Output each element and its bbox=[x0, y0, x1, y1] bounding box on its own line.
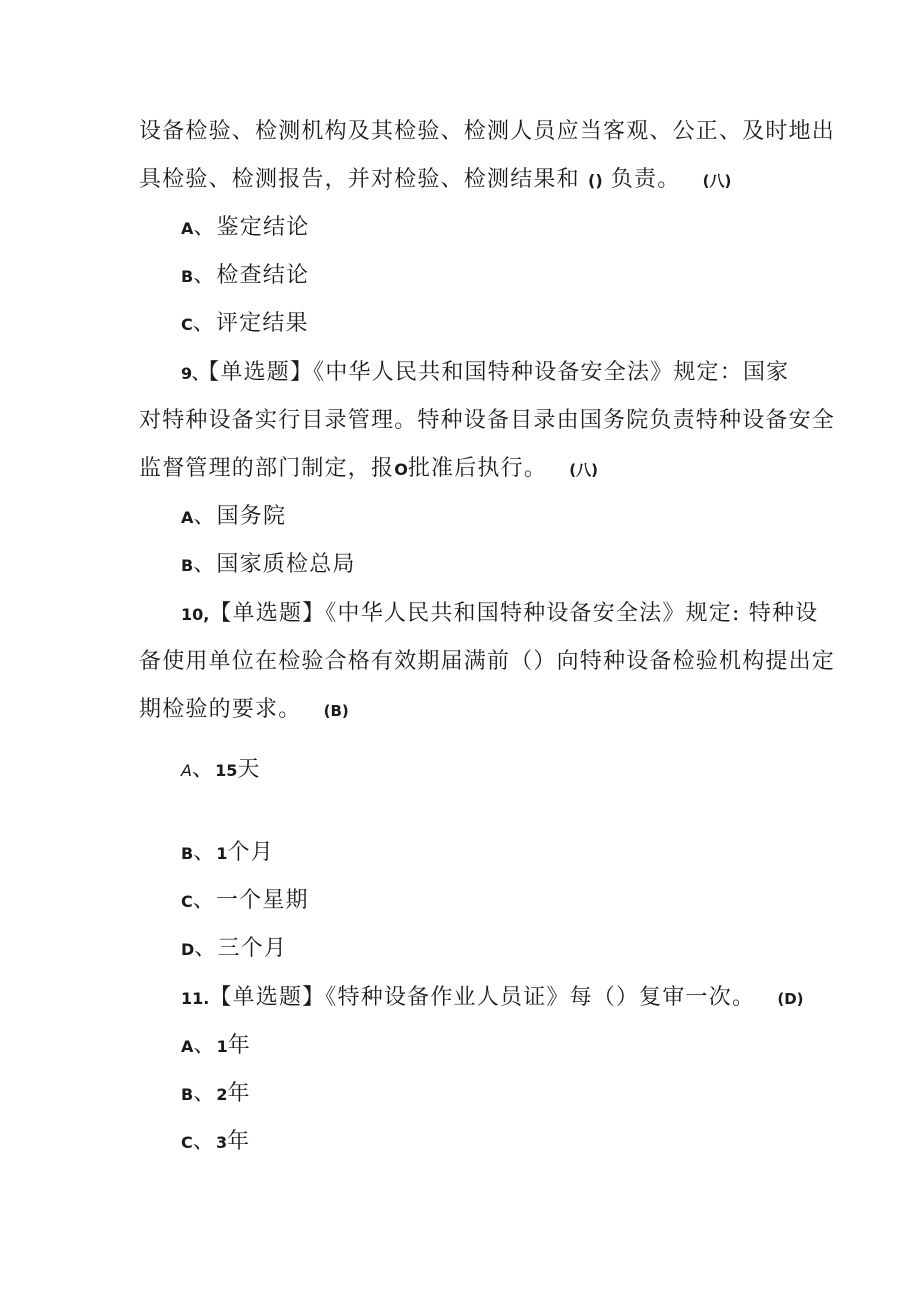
q8-text-1: 设备检验、检测机构及其检验、检测人员应当客观、公正、及时地出 bbox=[139, 119, 836, 144]
q8-option-c bbox=[181, 309, 309, 340]
q8-line-2 bbox=[139, 165, 731, 196]
q9-blank-o: O bbox=[394, 460, 408, 479]
option-text: 、一个星期 bbox=[192, 888, 309, 913]
q10-text-3: 期检验的要求。 bbox=[139, 697, 302, 722]
option-text: 、鉴定结论 bbox=[193, 215, 310, 240]
option-text: 、评定结果 bbox=[192, 311, 309, 336]
q9-line-1 bbox=[181, 358, 789, 389]
option-label: B bbox=[181, 1085, 194, 1104]
q11-option-a: A、1年 bbox=[181, 1033, 251, 1058]
option-label: A bbox=[181, 761, 192, 780]
q9-text-3: 监督管理的部门制定，报 bbox=[139, 456, 395, 481]
q11-number: 11. bbox=[181, 989, 210, 1008]
q10-option-b: B、1个月 bbox=[181, 840, 274, 865]
option-text: 、国务院 bbox=[193, 504, 287, 529]
q10-option-a: A、15天 bbox=[181, 757, 261, 782]
q10-line-3 bbox=[139, 695, 349, 726]
q8-line-1 bbox=[139, 117, 835, 147]
q10-option-d bbox=[181, 934, 287, 965]
option-text: 、国家质检总局 bbox=[193, 552, 356, 577]
q8-text-2: 具检验、检测报告，并对检验、检测结果和 bbox=[139, 167, 580, 192]
option-label: A bbox=[181, 508, 194, 527]
q9-line-3 bbox=[139, 454, 598, 485]
q8-blank-paren: () bbox=[588, 171, 603, 190]
q8-option-a bbox=[181, 213, 309, 244]
q9-option-a bbox=[181, 502, 286, 533]
option-label: C bbox=[181, 892, 193, 911]
q10-text-1: 【单选题】《中华人民共和国特种设备安全法》规定: 特种设 bbox=[209, 601, 819, 626]
option-label: A bbox=[181, 1037, 194, 1056]
q10-option-c bbox=[181, 886, 309, 917]
q10-text-2: 备使用单位在检验合格有效期届满前（）向特种设备检验机构提出定 bbox=[139, 649, 836, 674]
q11-answer: (D) bbox=[777, 990, 804, 1008]
option-text: 年 bbox=[227, 1129, 251, 1154]
q9-number: 9、 bbox=[181, 364, 209, 383]
option-text: 天 bbox=[237, 757, 261, 782]
option-label: A bbox=[181, 219, 194, 238]
option-label: C bbox=[181, 1133, 193, 1152]
q10-answer: (B) bbox=[323, 702, 349, 720]
q9-text-2: 对特种设备实行目录管理。特种设备目录由国务院负责特种设备安全 bbox=[139, 408, 836, 433]
option-text: 年 bbox=[227, 1081, 251, 1106]
option-label: D bbox=[181, 940, 195, 959]
option-label: B bbox=[181, 556, 194, 575]
option-text: 年 bbox=[227, 1033, 251, 1058]
option-number: 15 bbox=[215, 761, 238, 780]
q9-line-2 bbox=[139, 406, 835, 436]
q11-option-b: B、2年 bbox=[181, 1081, 251, 1106]
q9-answer: (八) bbox=[569, 461, 598, 479]
option-label: B bbox=[181, 267, 194, 286]
option-label: C bbox=[181, 315, 193, 334]
q11-text-1: 【单选题】《特种设备作业人员证》每（）复审一次。 bbox=[209, 985, 756, 1010]
option-text: 个月 bbox=[227, 840, 274, 865]
q10-line-2 bbox=[139, 647, 835, 677]
option-number: 1 bbox=[216, 1037, 228, 1056]
q8-option-b bbox=[181, 261, 309, 292]
option-text: 、检查结论 bbox=[193, 263, 310, 288]
q10-line-1 bbox=[181, 599, 818, 630]
q9-option-b bbox=[181, 550, 356, 581]
q9-text-1: 【单选题】《中华人民共和国特种设备安全法》规定：国家 bbox=[208, 360, 790, 385]
option-number: 1 bbox=[216, 844, 228, 863]
option-number: 2 bbox=[216, 1085, 228, 1104]
q8-answer: (八) bbox=[702, 172, 732, 190]
option-number: 3 bbox=[215, 1133, 228, 1152]
option-label: B bbox=[181, 844, 194, 863]
q11-line-1 bbox=[181, 983, 804, 1014]
q8-text-2-end: 负责。 bbox=[610, 167, 681, 192]
option-text: 、三个月 bbox=[194, 936, 288, 961]
q10-number: 10, bbox=[181, 605, 210, 624]
q9-text-3-end: 批准后执行。 bbox=[407, 456, 548, 481]
q11-option-c: C、3年 bbox=[181, 1129, 251, 1154]
